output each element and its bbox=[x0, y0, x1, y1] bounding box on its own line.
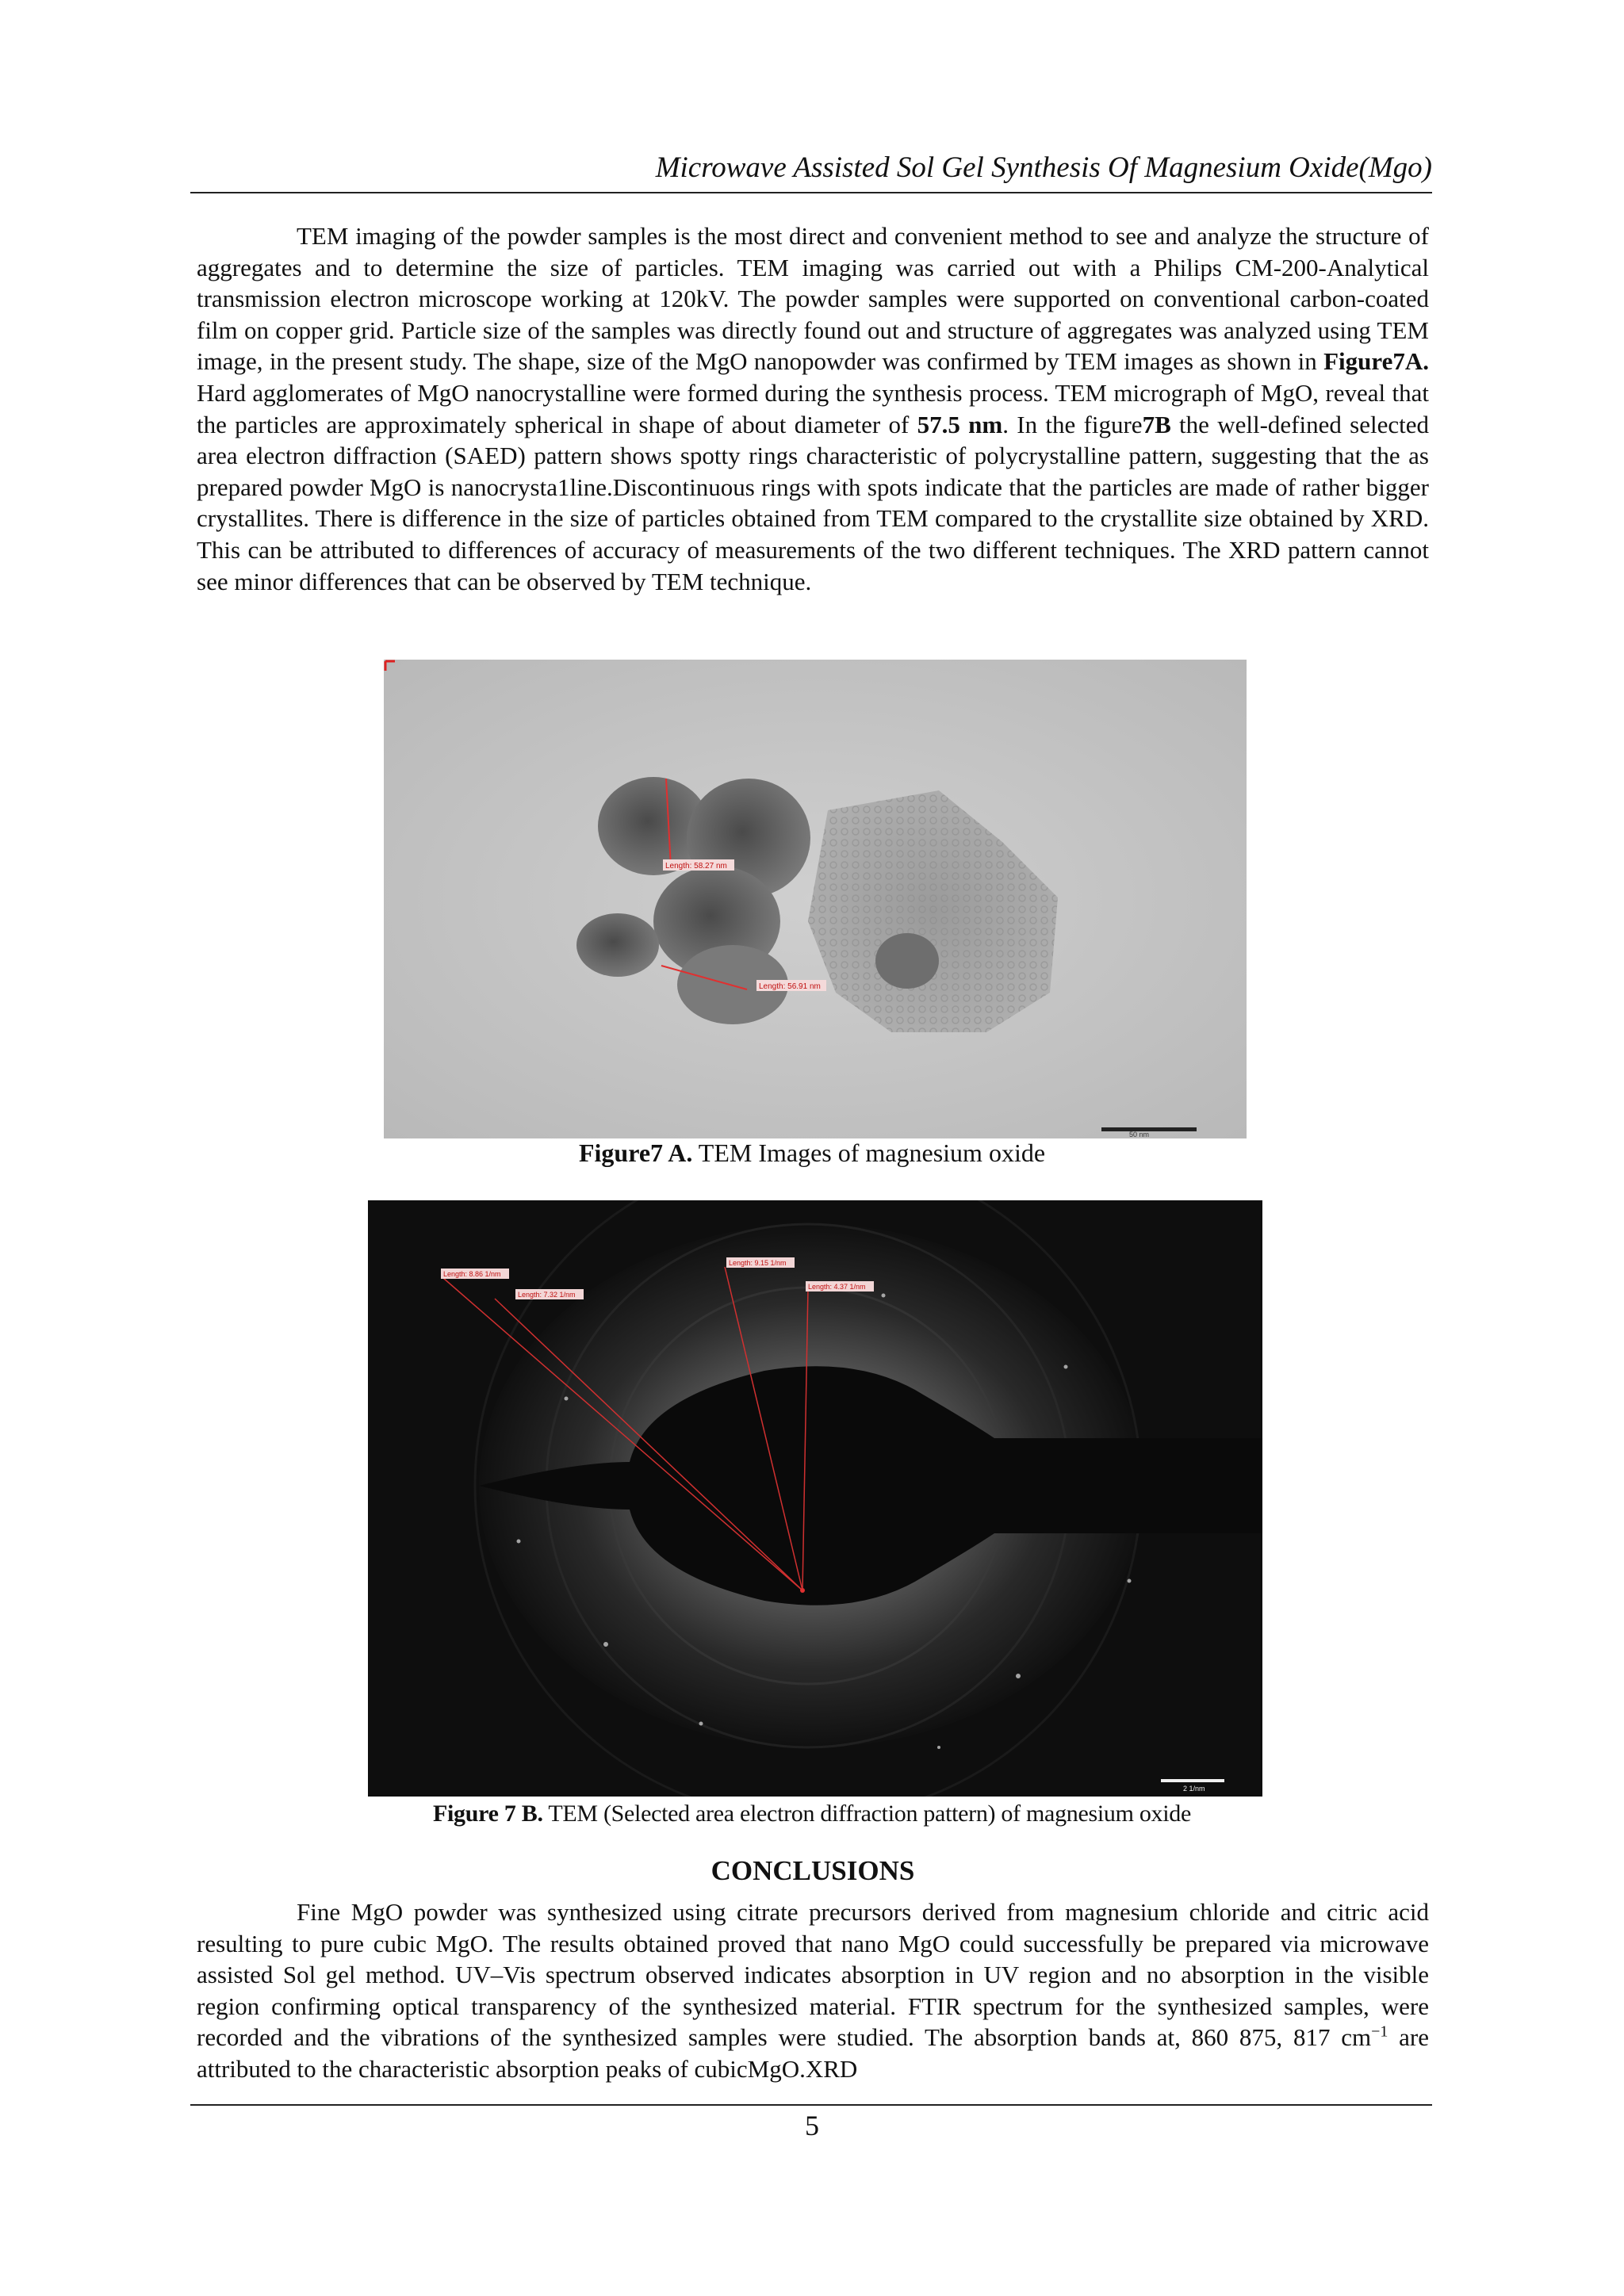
running-title: Microwave Assisted Sol Gel Synthesis Of Magnesium Oxide(Mgo) bbox=[655, 151, 1432, 184]
scale-bar-label: 2 1/nm bbox=[1183, 1785, 1205, 1793]
measurement-label: Length: 7.32 1/nm bbox=[518, 1291, 576, 1299]
paragraph-text: Hard agglomerates of MgO nanocrystalline were formed during the synthesis process. TEM micrograph of MgO, reveal that the particles are approximately spherical in shape of about diameter of bbox=[197, 378, 1429, 438]
particle-diameter: 57.5 nm bbox=[917, 410, 1003, 438]
scale-bar-label: 50 nm bbox=[1129, 1131, 1150, 1138]
page-number: 5 bbox=[805, 2110, 819, 2141]
caption-label: Figure 7 B. bbox=[433, 1800, 543, 1827]
measurement-label: Length: 56.91 nm bbox=[759, 982, 821, 991]
conclusions-paragraph bbox=[197, 1896, 1429, 2085]
saed-pattern-image bbox=[368, 1200, 1262, 1797]
superscript: −1 bbox=[1371, 2023, 1388, 2042]
figure-reference: 7B bbox=[1142, 410, 1171, 438]
tem-paragraph bbox=[197, 220, 1429, 597]
caption-text: TEM Images of magnesium oxide bbox=[692, 1138, 1046, 1167]
particle bbox=[875, 933, 939, 989]
figure-reference: Figure7A. bbox=[1323, 347, 1429, 376]
figure-7a-caption bbox=[0, 1137, 1624, 1169]
paragraph-text: the well-defined selected area electron diffraction (SAED) pattern shows spotty rings characteristic of polycrystalline pattern, suggesting that the as prepared powder MgO is nanocrysta1line.Discontinuous rings with spots indicate that the particles are made of rather bigger crystallites. There is difference in the size of particles obtained from TEM compared to the crystallite size obtained by XRD. This can be attributed to differences of accuracy of measurements of the two different techniques. The XRD pattern cannot see minor differences that can be observed by TEM technique. bbox=[197, 410, 1429, 595]
paragraph-text: are attributed to the characteristic absorption peaks of cubicMgO.XRD bbox=[197, 2023, 1429, 2083]
measurement-label: Length: 58.27 nm bbox=[665, 862, 727, 871]
particle bbox=[576, 913, 659, 977]
section-heading: CONCLUSIONS bbox=[710, 1855, 915, 1886]
measurement-label: Length: 4.37 1/nm bbox=[808, 1283, 866, 1291]
figure-7b-caption bbox=[0, 1798, 1624, 1830]
footer-rule bbox=[190, 2104, 1432, 2106]
running-header bbox=[190, 152, 1432, 193]
measurement-label: Length: 9.15 1/nm bbox=[729, 1259, 787, 1267]
scale-bar bbox=[1161, 1779, 1224, 1782]
paragraph-text: Fine MgO powder was synthesized using citrate precursors derived from magnesium chloride and citric acid resulting to pure cubic MgO. The results obtained proved that nano MgO could successfully be prepared via microwave assisted Sol gel method. UV–Vis spectrum observed indicates absorption in UV region and no absorption in the visible region confirming optical transparency of the synthesized material. FTIR spectrum for the synthesized samples, were recorded and the vibrations of the synthesized samples were studied. The absorption bands at, 860 875, 817 cm bbox=[197, 1898, 1429, 2052]
tem-image bbox=[384, 660, 1247, 1138]
paragraph-text: TEM imaging of the powder samples is the most direct and convenient method to see and analyze the structure of aggregates and to determine the size of particles. TEM imaging was carried out with a Philips CM-200-Analytical transmission electron microscope working at 120kV. The powder samples were supported on conventional carbon-coated film on copper grid. Particle size of the samples was directly found out and structure of aggregates was analyzed using TEM image, in the present study. The shape, size of the MgO nanopowder was confirmed by TEM images as shown in bbox=[197, 222, 1429, 376]
measurement-label: Length: 8.86 1/nm bbox=[443, 1270, 501, 1278]
caption-label: Figure7 A. bbox=[578, 1138, 693, 1167]
paragraph-text: . In the figure bbox=[1002, 410, 1143, 438]
caption-text: TEM (Selected area electron diffraction pattern) of magnesium oxide bbox=[542, 1800, 1191, 1827]
